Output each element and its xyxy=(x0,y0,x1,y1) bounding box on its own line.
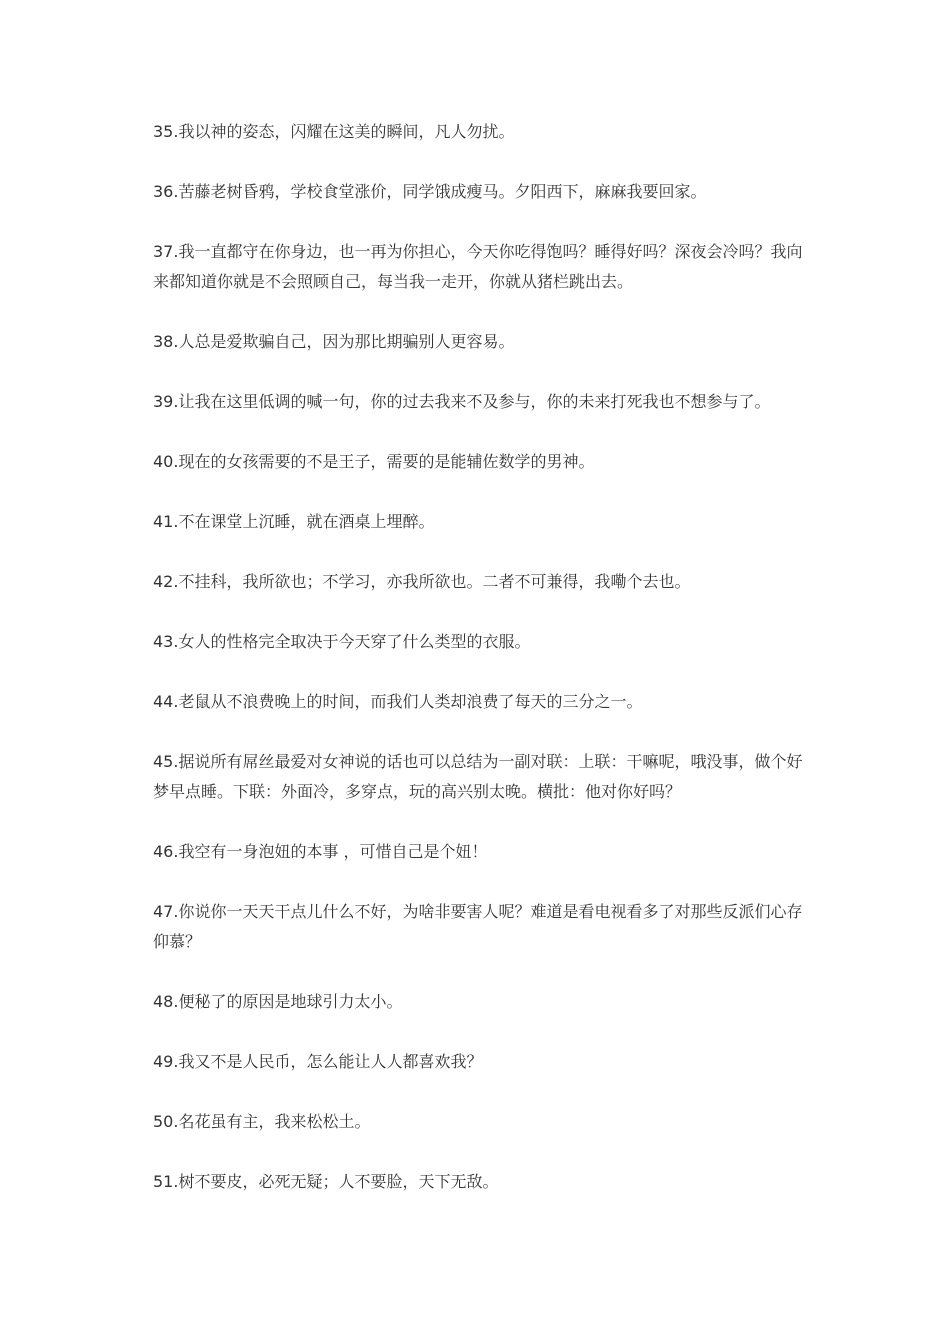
entry-list xyxy=(153,117,803,1227)
entry-45: 45.据说所有屌丝最爱对女神说的话也可以总结为一副对联：上联：干嘛呢，哦没事，做个好梦早点睡。下联：外面冷，多穿点，玩的高兴别太晚。横批：他对你好吗？ xyxy=(153,752,803,801)
entry-48: 48.便秘了的原因是地球引力太小。 xyxy=(153,992,403,1011)
entry-36: 36.苦藤老树昏鸦，学校食堂涨价，同学饿成瘦马。夕阳西下，麻麻我要回家。 xyxy=(153,182,707,201)
entry-51: 51.树不要皮，必死无疑；人不要脸，天下无敌。 xyxy=(153,1172,499,1191)
entry-40: 40.现在的女孩需要的不是王子，需要的是能辅佐数学的男神。 xyxy=(153,452,595,471)
entry-37: 37.我一直都守在你身边，也一再为你担心，今天你吃得饱吗？睡得好吗？深夜会冷吗？我向来都知道你就是不会照顾自己，每当我一走开，你就从猪栏跳出去。 xyxy=(153,242,803,291)
entry-38: 38.人总是爱欺骗自己，因为那比期骗别人更容易。 xyxy=(153,332,515,351)
entry-41: 41.不在课堂上沉睡，就在酒桌上埋醉。 xyxy=(153,512,435,531)
entry-49: 49.我又不是人民币，怎么能让人人都喜欢我？ xyxy=(153,1052,483,1071)
entry-50: 50.名花虽有主，我来松松土。 xyxy=(153,1112,371,1131)
entry-42: 42.不挂科，我所欲也；不学习，亦我所欲也。二者不可兼得，我嘞个去也。 xyxy=(153,572,691,591)
entry-43: 43.女人的性格完全取决于今天穿了什么类型的衣服。 xyxy=(153,632,531,651)
entry-39: 39.让我在这里低调的喊一句，你的过去我来不及参与，你的未来打死我也不想参与了。 xyxy=(153,392,771,411)
entry-35: 35.我以神的姿态，闪耀在这美的瞬间，凡人勿扰。 xyxy=(153,122,515,141)
entry-44: 44.老鼠从不浪费晚上的时间，而我们人类却浪费了每天的三分之一。 xyxy=(153,692,643,711)
entry-46: 46.我空有一身泡妞的本事 ，可惜自己是个妞！ xyxy=(153,842,488,861)
entry-47: 47.你说你一天天干点儿什么不好，为啥非要害人呢？难道是看电视看多了对那些反派们心存仰慕？ xyxy=(153,902,803,951)
